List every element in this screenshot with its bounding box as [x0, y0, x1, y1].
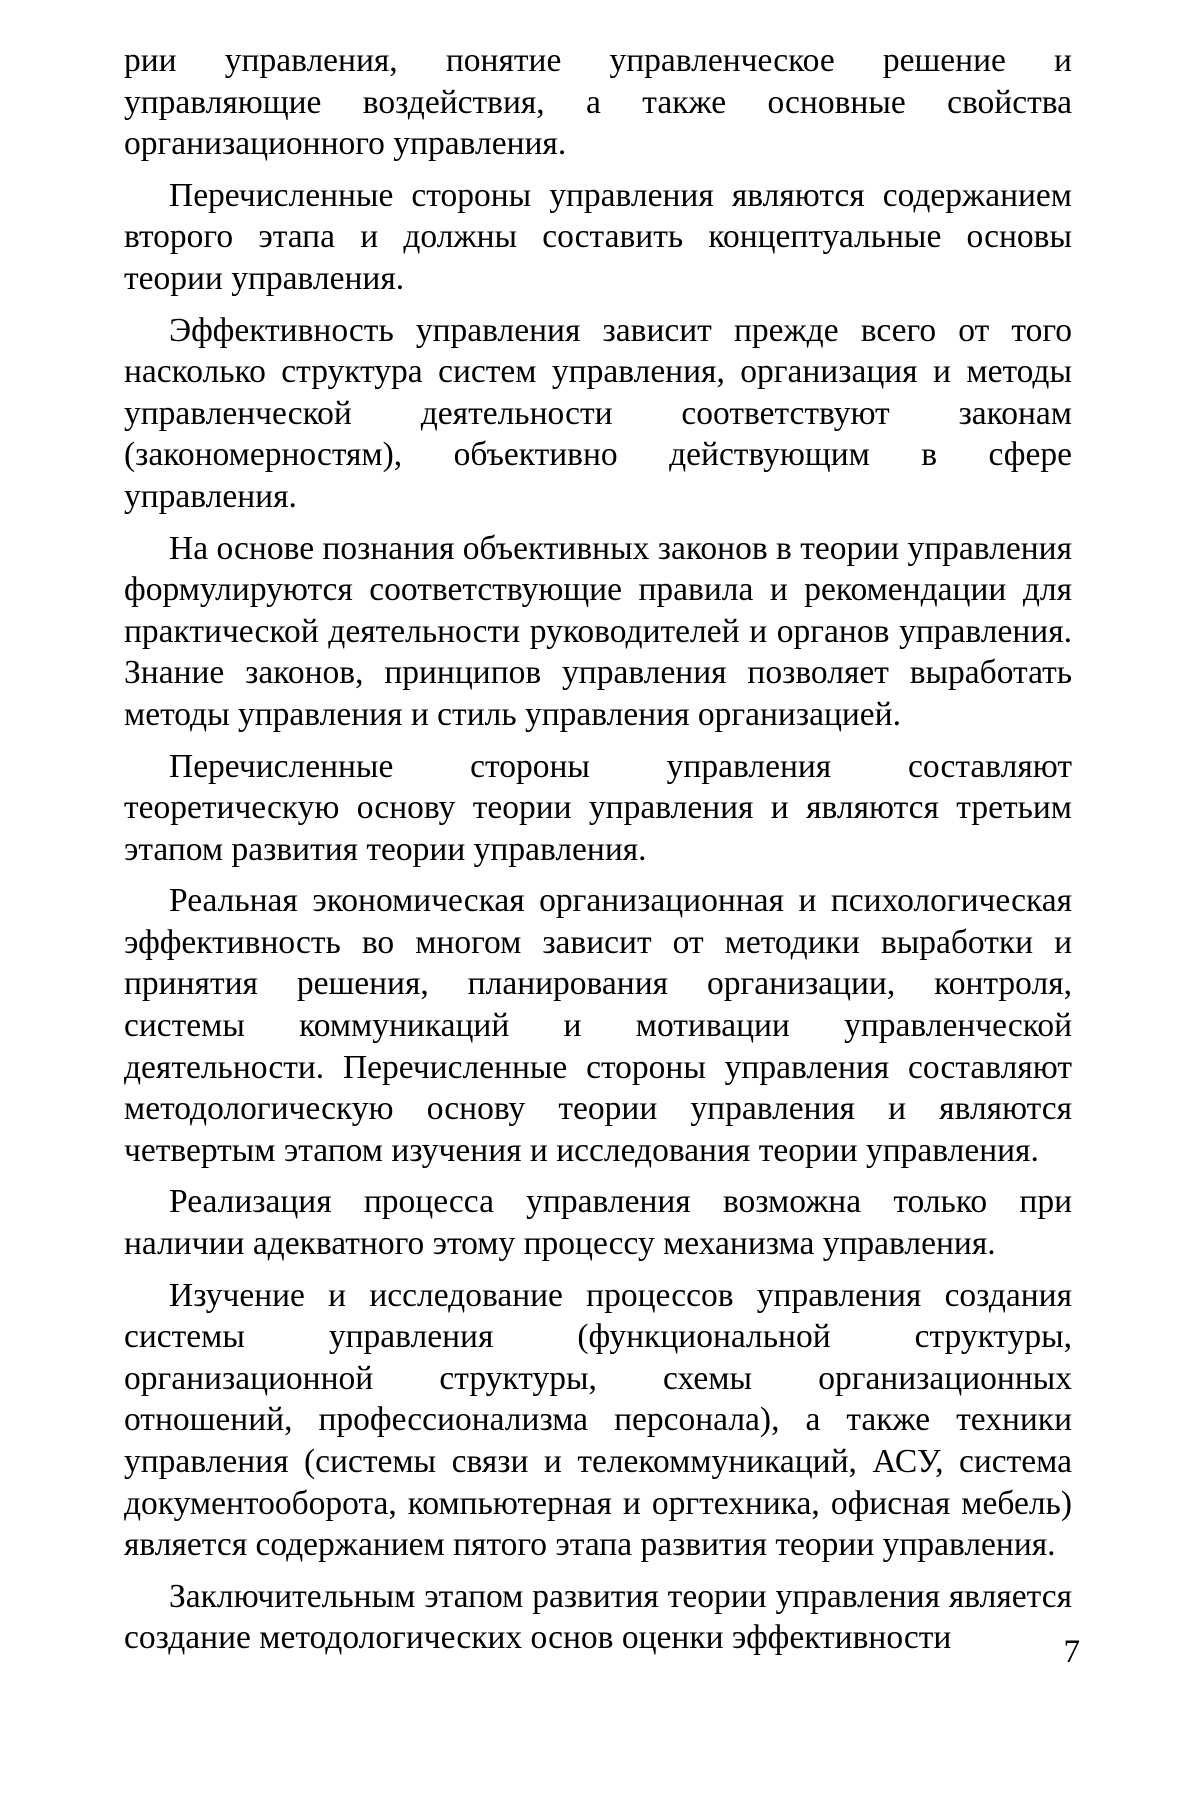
paragraph-4: На основе познания объективных законов в теории управления формулируются соответствующие правила и рекомендации для практической деятельности руководителей и органов управления. Знание законов, принципов управления позволяет выработать методы управления и стиль управления организацией.: [124, 529, 1072, 733]
paragraph-3: Эффективность управления зависит прежде всего от того насколько структура систем управления, организация и методы управленческой деятельности соответствуют законам (закономерностям), объективно действующим в сфере управления.: [124, 311, 1072, 515]
paragraph-9: Заключительным этапом развития теории управления является создание методологических основ оценки эффективности: [124, 1577, 1072, 1657]
paragraph-7: Реализация процесса управления возможна только при наличии адекватного этому процессу механизма управления.: [124, 1183, 1072, 1263]
page-number: 7: [1063, 1634, 1080, 1670]
paragraph-8: Изучение и исследование процессов управления создания системы управления (функциональной структуры, организационной структуры, схемы организационных отношений, профессионализма персонала), а также техники управления (системы связи и телекоммуникаций, АСУ, система документооборота, компьютерная и оргтехника, офисная мебель) является содержанием пятого этапа развития теории управления.: [124, 1276, 1072, 1564]
paragraph-6: Реальная экономическая организационная и психологическая эффективность во многом зависит от методики выработки и принятия решения, планирования организации, контроля, системы коммуникаций и мотивации управленческой деятельности. Перечисленные стороны управления составляют методологическую основу теории управления и являются четвертым этапом изучения и исследования теории управления.: [124, 882, 1072, 1169]
paragraph-2: Перечисленные стороны управления являются содержанием второго этапа и должны составить концептуальные основы теории управления.: [124, 176, 1072, 297]
paragraph-1: рии управления, понятие управленческое решение и управляющие воздействия, а также основные свойства организационного управления.: [124, 42, 1072, 163]
paragraph-5: Перечисленные стороны управления составляют теоретическую основу теории управления и являются третьим этапом развития теории управления.: [124, 747, 1072, 868]
body-text: [124, 40, 1072, 1659]
